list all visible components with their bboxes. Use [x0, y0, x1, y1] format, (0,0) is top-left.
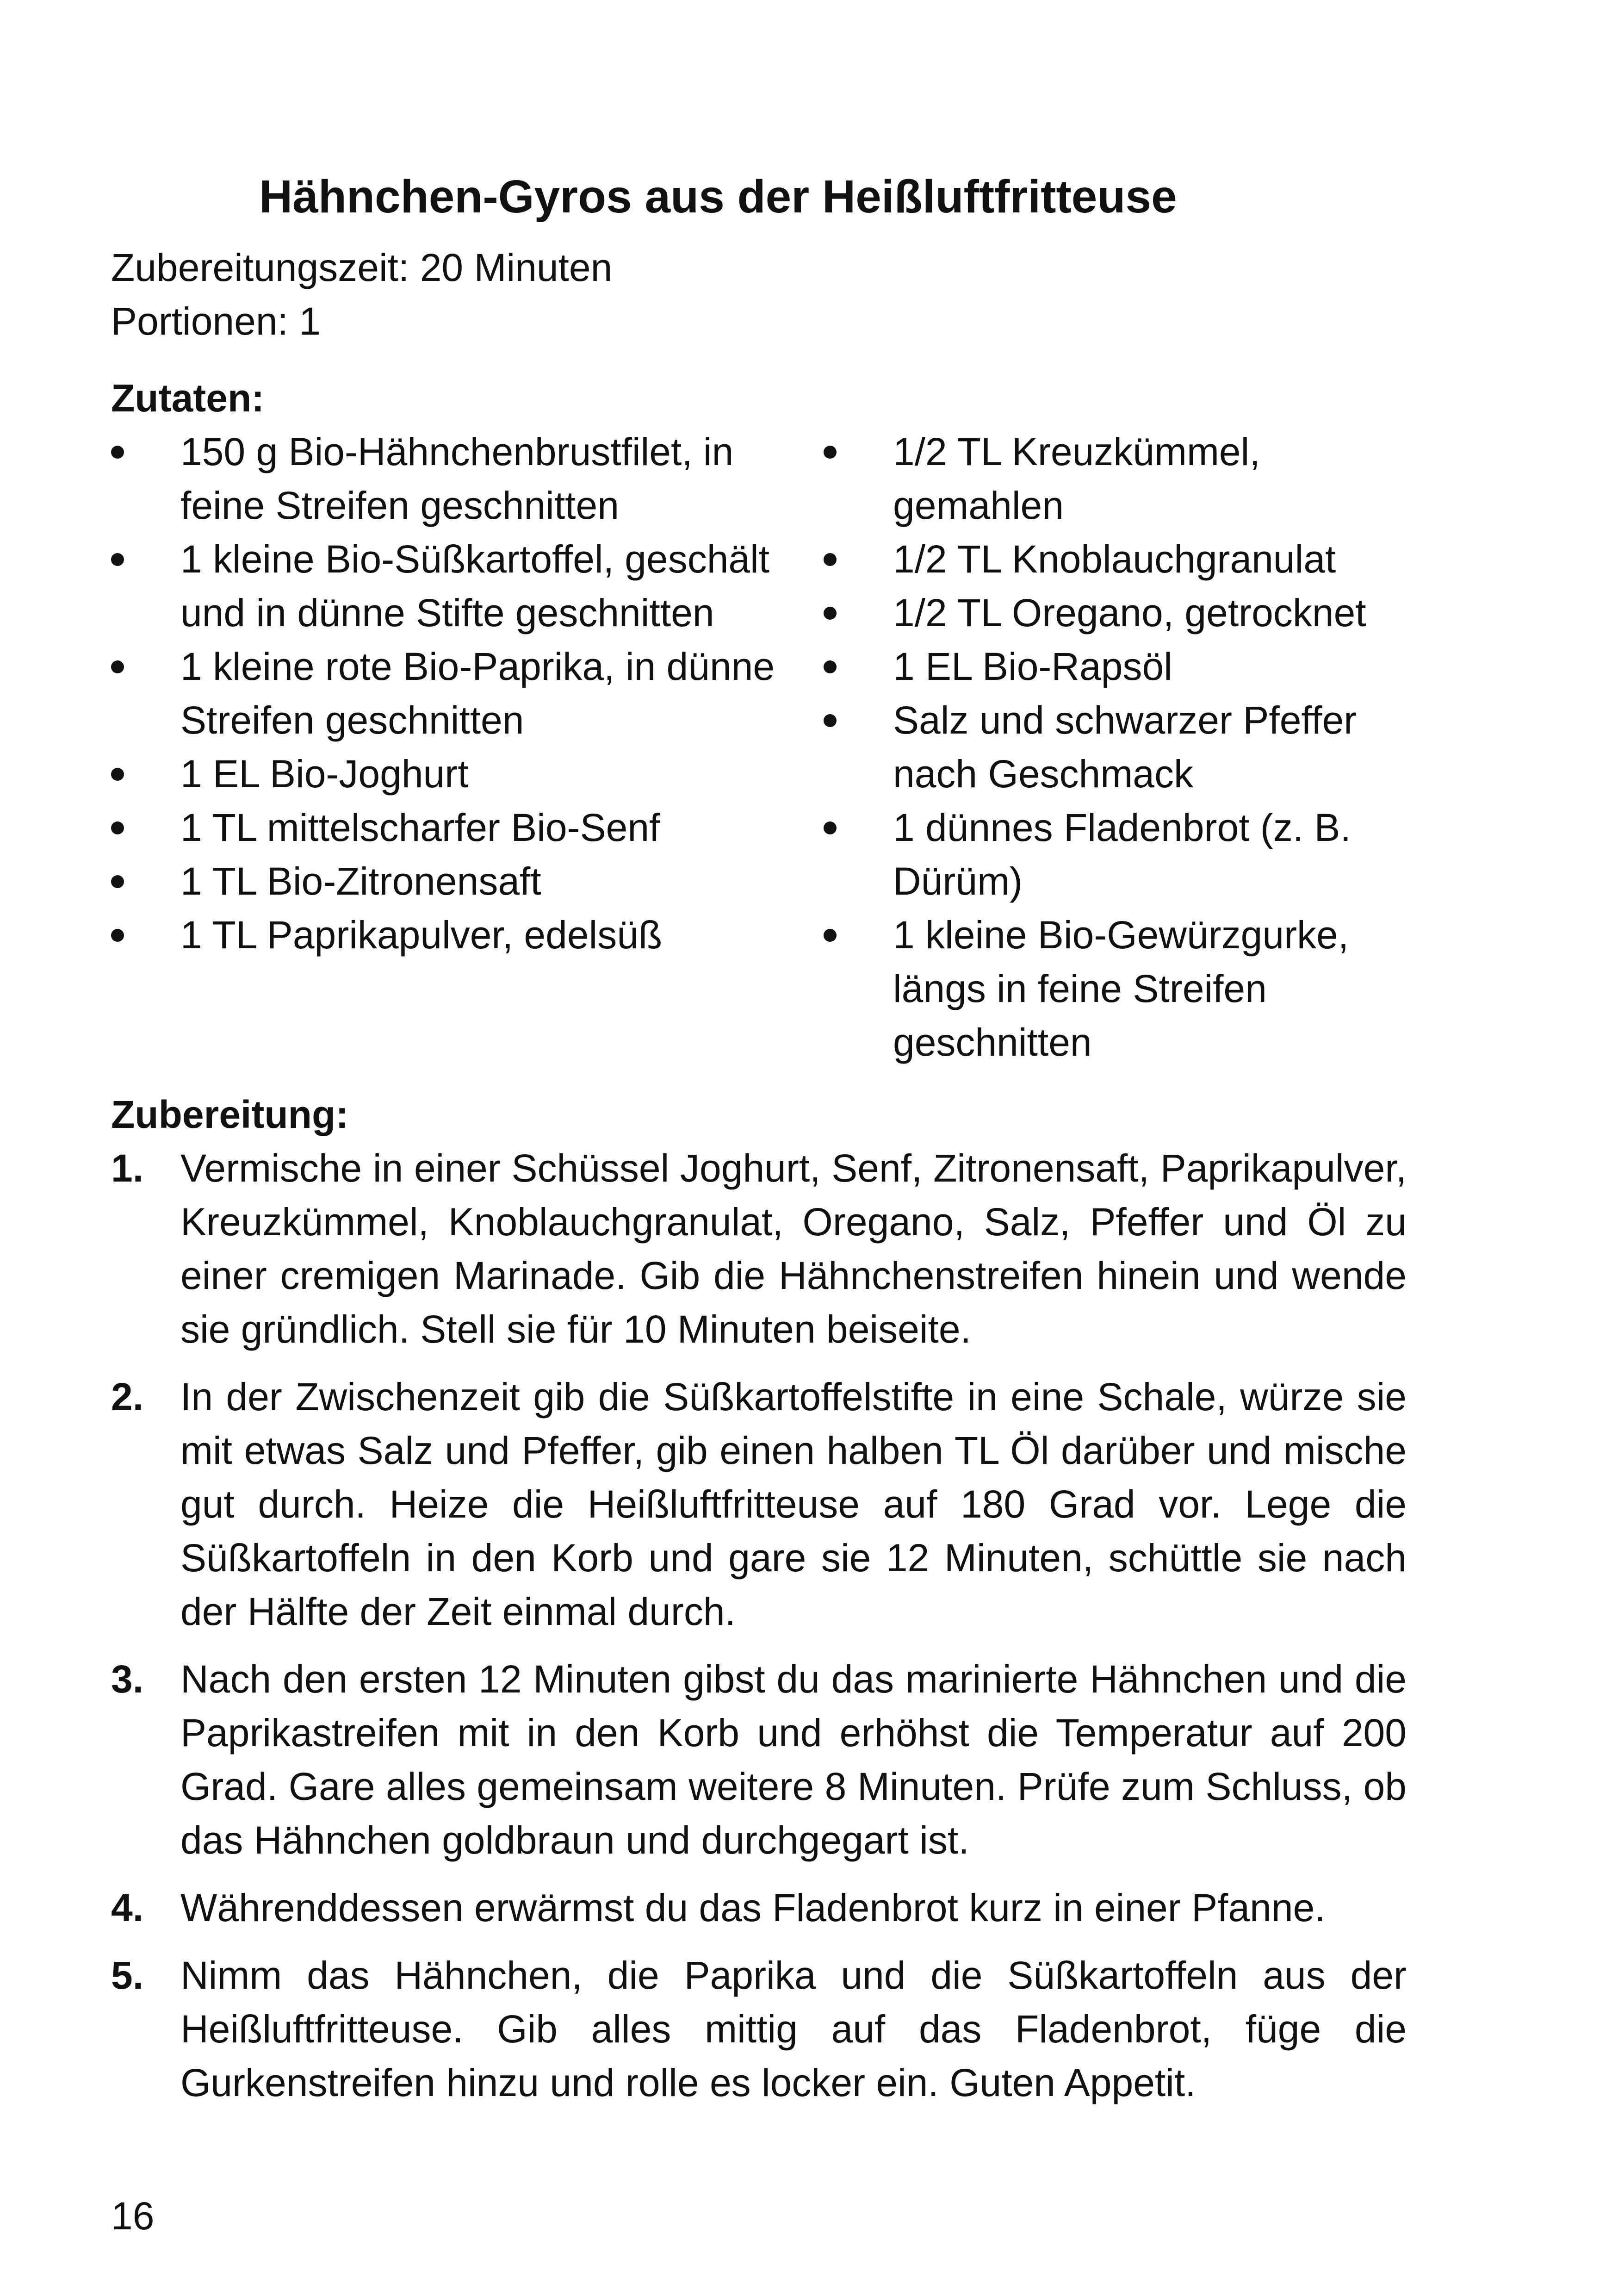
servings: Portionen: 1: [111, 299, 321, 343]
ingredient-text: 1 EL Bio-Joghurt: [180, 752, 469, 796]
ingredient-text: 1 dünnes Fladenbrot (z. B. Dürüm): [893, 806, 1351, 903]
ingredient-text: 1 TL Paprikapulver, edelsüß: [180, 913, 663, 957]
bullet-icon: [824, 553, 837, 566]
ingredient-item: [111, 425, 824, 532]
ingredient-text: 1 TL mittelscharfer Bio-Senf: [180, 806, 660, 849]
bullet-icon: [111, 446, 124, 459]
bullet-icon: [824, 821, 837, 834]
ingredient-text: 1 kleine Bio-Süßkartoffel, geschält und in dünne Stifte geschnitten: [180, 537, 770, 635]
ingredient-text: 1/2 TL Kreuzkümmel, gemahlen: [893, 430, 1260, 527]
preparation-step: [111, 1141, 1407, 1356]
bullet-icon: [111, 660, 124, 673]
step-text: Nimm das Hähnchen, die Paprika und die Süßkartoffeln aus der Heißluftfritteuse. Gib alles mittig auf das Fladenbrot, füge die Gurkenstreifen hinzu und rolle es locker ein. Guten Appetit.: [180, 1954, 1407, 2104]
step-number: 3.: [111, 1657, 144, 1701]
ingredients-column-left: [111, 425, 824, 1069]
bullet-icon: [824, 929, 837, 942]
ingredient-item: [824, 801, 1407, 908]
step-text: Währenddessen erwärmst du das Fladenbrot kurz in einer Pfanne.: [180, 1886, 1326, 1929]
step-number: 4.: [111, 1886, 144, 1929]
preparation-steps: [111, 1141, 1407, 2109]
ingredients-heading: Zutaten:: [111, 376, 265, 420]
ingredient-item: [111, 747, 824, 801]
preparation-heading: Zubereitung:: [111, 1093, 349, 1136]
prep-time: Zubereitungszeit: 20 Minuten: [111, 246, 613, 289]
bullet-icon: [111, 821, 124, 834]
ingredient-item: [111, 532, 824, 640]
ingredient-item: [111, 854, 824, 908]
ingredient-item: [824, 693, 1407, 801]
bullet-icon: [824, 660, 837, 673]
preparation-step: [111, 1370, 1407, 1638]
ingredient-text: 150 g Bio-Hähnchenbrustfilet, in feine Streifen geschnitten: [180, 430, 734, 527]
ingredient-text: 1 EL Bio-Rapsöl: [893, 645, 1172, 688]
recipe-meta: [111, 241, 1407, 348]
ingredient-item: [111, 801, 824, 854]
ingredient-text: 1 TL Bio-Zitronensaft: [180, 859, 541, 903]
ingredient-item: [824, 532, 1407, 586]
step-number: 2.: [111, 1375, 144, 1419]
ingredient-item: [111, 908, 824, 962]
ingredient-item: [111, 640, 824, 747]
bullet-icon: [111, 768, 124, 781]
ingredients-column-right: [824, 425, 1407, 1069]
ingredient-item: [824, 586, 1407, 640]
bullet-icon: [111, 553, 124, 566]
ingredient-text: Salz und schwarzer Pfeffer nach Geschmack: [893, 698, 1357, 796]
bullet-icon: [111, 875, 124, 888]
bullet-icon: [111, 929, 124, 942]
step-number: 1.: [111, 1146, 144, 1190]
ingredient-text: 1/2 TL Knoblauchgranulat: [893, 537, 1336, 581]
ingredient-item: [824, 425, 1407, 532]
ingredient-text: 1 kleine rote Bio-Paprika, in dünne Streifen geschnitten: [180, 645, 775, 742]
page-number: 16: [111, 2194, 155, 2238]
preparation-step: [111, 1652, 1407, 1867]
ingredient-item: [824, 640, 1407, 693]
bullet-icon: [824, 446, 837, 459]
step-text: Vermische in einer Schüssel Joghurt, Senf, Zitronensaft, Paprikapulver, Kreuzkümmel, Knoblauchgranulat, Oregano, Salz, Pfeffer und Öl zu einer cremigen Marinade. Gib die Hähnchenstreifen hinein und wende sie gründlich. Stell sie für 10 Minuten beiseite.: [180, 1146, 1407, 1351]
step-number: 5.: [111, 1954, 144, 1997]
ingredient-item: [824, 908, 1407, 1069]
recipe-title: Hähnchen-Gyros aus der Heißluftfritteuse: [259, 171, 1177, 223]
ingredient-text: 1 kleine Bio-Gewürzgurke, längs in feine Streifen geschnitten: [893, 913, 1349, 1064]
bullet-icon: [824, 714, 837, 727]
step-text: Nach den ersten 12 Minuten gibst du das marinierte Hähnchen und die Paprikastreifen mit in den Korb und erhöhst die Temperatur auf 200 Grad. Gare alles gemeinsam weitere 8 Minuten. Prüfe zum Schluss, ob das Hähnchen goldbraun und durchgegart ist.: [180, 1657, 1407, 1862]
bullet-icon: [824, 607, 837, 620]
recipe-page: [111, 167, 1407, 2123]
step-text: In der Zwischenzeit gib die Süßkartoffelstifte in eine Schale, würze sie mit etwas Salz und Pfeffer, gib einen halben TL Öl darüber und mische gut durch. Heize die Heißluftfritteuse auf 180 Grad vor. Lege die Süßkartoffeln in den Korb und gare sie 12 Minuten, schüttle sie nach der Hälfte der Zeit einmal durch.: [180, 1375, 1407, 1633]
ingredient-text: 1/2 TL Oregano, getrocknet: [893, 591, 1366, 635]
preparation-step: [111, 1881, 1407, 1935]
ingredients-list: [111, 425, 1407, 1069]
preparation-step: [111, 1948, 1407, 2109]
